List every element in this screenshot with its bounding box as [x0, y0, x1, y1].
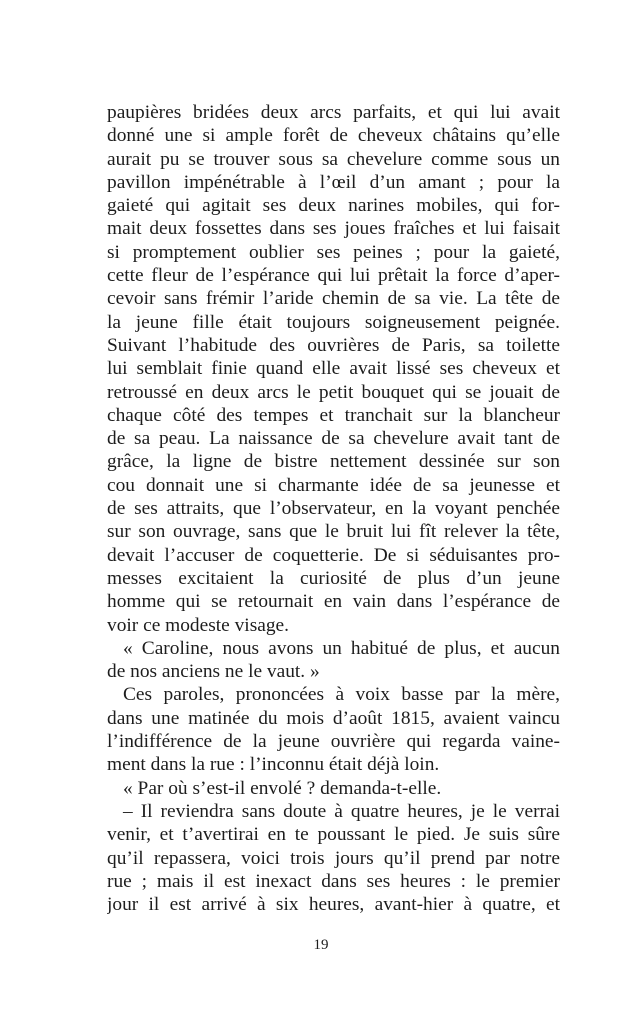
- text-line: gaieté qui agitait ses deux narines mobiles, qui for-: [107, 195, 560, 217]
- text-line: venir, et t’avertirai en te poussant le pied. Je suis sûre: [107, 824, 560, 846]
- text-line: de sa peau. La naissance de sa chevelure avait tant de: [107, 428, 560, 450]
- text-line: messes excitaient la curiosité de plus d’un jeune: [107, 567, 560, 589]
- text-line: voir ce modeste visage.: [107, 614, 289, 636]
- text-line: sur son ouvrage, sans que le bruit lui fît relever la tête,: [107, 521, 560, 543]
- text-line: ment dans la rue : l’inconnu était déjà loin.: [107, 754, 440, 776]
- text-line: « Par où s’est-il envolé ? demanda-t-elle.: [123, 777, 442, 799]
- text-line: retroussé en deux arcs le petit bouquet qui se jouait de: [107, 381, 560, 403]
- text-line: rue ; mais il est inexact dans ses heures : le premier: [107, 870, 560, 892]
- text-line: mait deux fossettes dans ses joues fraîches et lui faisait: [107, 218, 560, 240]
- text-line: aurait pu se trouver sous sa chevelure comme sous un: [107, 148, 560, 170]
- text-line: cou donnait une si charmante idée de sa jeunesse et: [107, 474, 560, 496]
- text-line: cevoir sans frémir l’aride chemin de sa vie. La tête de: [107, 288, 560, 310]
- body-text: [107, 101, 560, 916]
- text-line: – Il reviendra sans doute à quatre heures, je le verrai: [123, 800, 560, 822]
- text-line: Ces paroles, prononcées à voix basse par la mère,: [123, 684, 560, 706]
- text-line: cette fleur de l’espérance qui lui prêtait la force d’aper-: [107, 265, 560, 287]
- text-line: devait l’accuser de coquetterie. De si séduisantes pro-: [107, 544, 560, 566]
- text-line: qu’il repassera, voici trois jours qu’il prend par notre: [107, 847, 560, 869]
- text-line: de ses attraits, que l’observateur, en la voyant penchée: [107, 498, 560, 520]
- text-line: la jeune fille était toujours soigneusement peignée.: [107, 311, 560, 333]
- text-line: si promptement oublier ses peines ; pour la gaieté,: [107, 241, 560, 263]
- text-line: jour il est arrivé à six heures, avant-hier à quatre, et: [107, 894, 560, 916]
- text-line: chaque côté des tempes et tranchait sur la blancheur: [107, 404, 560, 426]
- text-line: « Caroline, nous avons un habitué de plus, et aucun: [123, 637, 560, 659]
- text-line: lui semblait finie quand elle avait lissé ses cheveux et: [107, 358, 560, 380]
- text-line: l’indifférence de la jeune ouvrière qui regarda vaine-: [107, 731, 560, 753]
- page-number: 19: [313, 937, 329, 953]
- text-line: Suivant l’habitude des ouvrières de Paris, sa toilette: [107, 334, 560, 356]
- text-line: pavillon impénétrable à l’œil d’un amant ; pour la: [107, 171, 560, 193]
- text-line: grâce, la ligne de bistre nettement dessinée sur son: [107, 451, 560, 473]
- text-line: donné une si ample forêt de cheveux châtains qu’elle: [107, 125, 560, 147]
- text-line: homme qui se retournait en vain dans l’espérance de: [107, 591, 560, 613]
- text-line: de nos anciens ne le vaut. »: [107, 661, 320, 683]
- text-line: dans une matinée du mois d’août 1815, avaient vaincu: [107, 707, 560, 729]
- text-line: paupières bridées deux arcs parfaits, et qui lui avait: [107, 102, 560, 123]
